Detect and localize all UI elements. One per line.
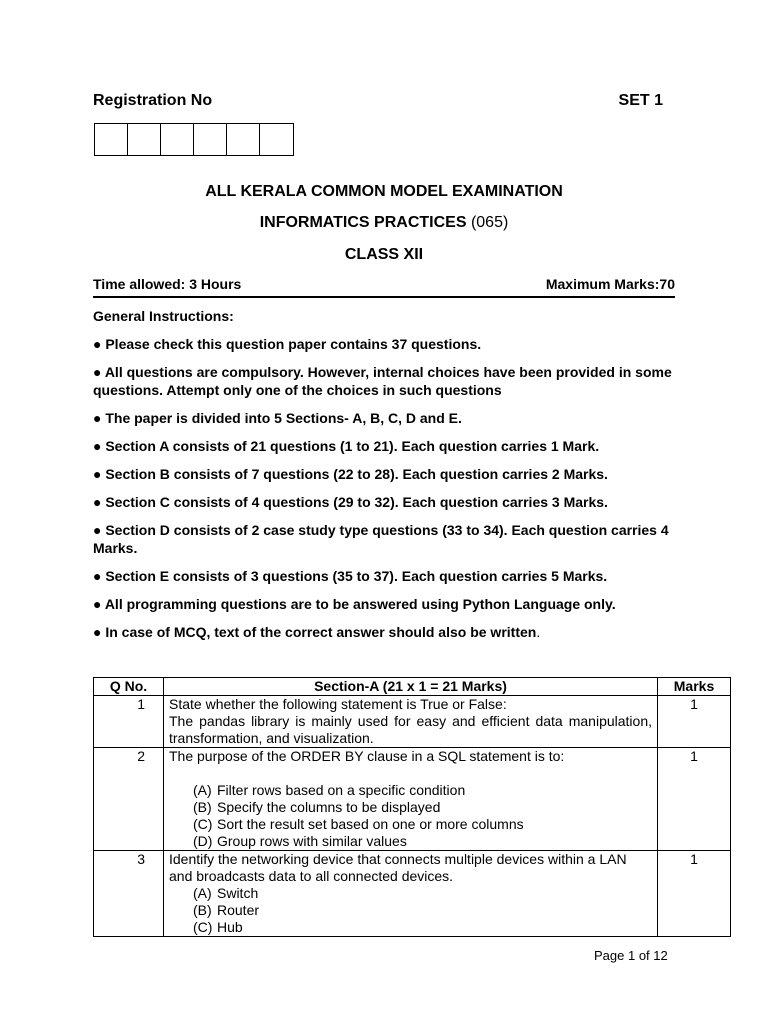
question-marks: 1 <box>658 696 731 748</box>
table-row <box>94 851 731 937</box>
class-title: CLASS XII <box>344 246 424 263</box>
options-list <box>169 782 652 850</box>
instruction-item: ● Section D consists of 2 case study type questions (33 to 34). Each question carries 4 Marks. <box>93 522 669 556</box>
option-text: Filter rows based on a specific condition <box>217 782 466 798</box>
registration-box <box>194 124 227 155</box>
maximum-marks: Maximum Marks:70 <box>545 276 675 292</box>
table-row <box>94 696 731 748</box>
exam-title: ALL KERALA COMMON MODEL EXAMINATION <box>205 183 563 200</box>
header-qno: Q No. <box>94 678 164 696</box>
instructions-heading: General Instructions: <box>93 308 234 324</box>
question-body <box>164 748 658 851</box>
question-marks: 1 <box>658 851 731 937</box>
option-text: Group rows with similar values <box>217 833 407 849</box>
subject-code: (065) <box>470 214 509 231</box>
option-item <box>193 799 652 816</box>
registration-label: Registration No <box>93 92 213 109</box>
question-number: 2 <box>94 748 164 851</box>
option-label: (C) <box>193 816 213 832</box>
header-section: Section-A (21 x 1 = 21 Marks) <box>164 678 658 696</box>
option-text: Sort the result set based on one or more columns <box>217 816 524 832</box>
option-text: Router <box>217 902 260 918</box>
question-marks: 1 <box>658 748 731 851</box>
page-number: Page 1 of 12 <box>594 948 668 963</box>
registration-row <box>93 92 663 110</box>
option-label: (B) <box>193 902 212 918</box>
option-label: (A) <box>193 885 212 901</box>
general-instructions <box>93 307 693 651</box>
question-text: State whether the following statement is True or False: <box>169 696 507 712</box>
header-marks: Marks <box>658 678 731 696</box>
option-item <box>193 919 652 936</box>
registration-box <box>128 124 161 155</box>
exam-meta-row <box>93 276 675 298</box>
registration-boxes <box>94 123 294 156</box>
option-label: (D) <box>193 833 213 849</box>
question-body <box>164 851 658 937</box>
instruction-item <box>93 623 693 641</box>
instruction-item: ● Please check this question paper contains 37 questions. <box>93 336 482 352</box>
registration-box <box>161 124 194 155</box>
question-body <box>164 696 658 748</box>
instruction-item: ● Section C consists of 4 questions (29 to 32). Each question carries 3 Marks. <box>93 494 608 510</box>
option-label: (B) <box>193 799 212 815</box>
options-list <box>169 885 652 936</box>
instruction-item: ● All programming questions are to be answered using Python Language only. <box>93 596 616 612</box>
option-text: Switch <box>217 885 259 901</box>
questions-table <box>93 677 731 937</box>
option-item <box>193 782 652 799</box>
registration-box <box>95 124 128 155</box>
question-text: The purpose of the ORDER BY clause in a SQL statement is to: <box>169 748 565 764</box>
instruction-item: ● All questions are compulsory. However, internal choices have been provided in some questions. Attempt only one of the choices in such questions <box>93 364 672 398</box>
set-label: SET 1 <box>618 92 663 109</box>
instruction-item: ● Section E consists of 3 questions (35 to 37). Each question carries 5 Marks. <box>93 568 608 584</box>
option-item <box>193 833 652 850</box>
registration-box <box>227 124 260 155</box>
option-item <box>193 816 652 833</box>
instruction-period: . <box>536 624 541 640</box>
instruction-item: ● Section A consists of 21 questions (1 to 21). Each question carries 1 Mark. <box>93 438 600 454</box>
subject-title <box>0 214 768 232</box>
option-text: Specify the columns to be displayed <box>217 799 441 815</box>
question-number: 3 <box>94 851 164 937</box>
option-label: (A) <box>193 782 212 798</box>
option-label: (C) <box>193 919 213 935</box>
table-row <box>94 748 731 851</box>
time-allowed: Time allowed: 3 Hours <box>93 276 242 292</box>
option-item <box>193 885 652 902</box>
registration-box <box>260 124 293 155</box>
instruction-text: ● In case of MCQ, text of the correct answer should also be written <box>93 624 537 640</box>
subject-name: INFORMATICS PRACTICES <box>259 214 467 231</box>
table-header-row <box>94 678 731 696</box>
option-text: Hub <box>217 919 243 935</box>
question-statement: The pandas library is mainly used for easy and efficient data manipulation, transformation, and visualization. <box>169 713 652 746</box>
instruction-item: ● Section B consists of 7 questions (22 to 28). Each question carries 2 Marks. <box>93 466 608 482</box>
option-item <box>193 902 652 919</box>
question-text: Identify the networking device that connects multiple devices within a LAN and broadcasts data to all connected devices. <box>169 851 627 884</box>
instruction-item: ● The paper is divided into 5 Sections- A, B, C, D and E. <box>93 410 462 426</box>
question-number: 1 <box>94 696 164 748</box>
